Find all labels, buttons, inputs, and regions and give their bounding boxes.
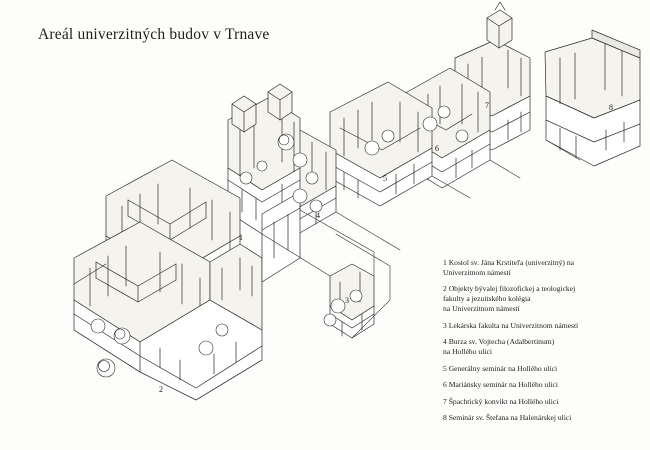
legend-item-1-line-1: 1 Kostol sv. Jána Krstiteľa (univerzitný) na <box>443 258 575 267</box>
map-label-7: 7 <box>485 101 489 110</box>
legend-item-3 <box>443 321 639 331</box>
legend-item-6-line-1: 6 Mariánsky seminár na Hollého ulici <box>443 380 558 390</box>
legend-item-2-line-2: fakulty a jezuitského kolégia <box>443 294 531 304</box>
map-label-5: 5 <box>383 174 387 183</box>
legend-item-8 <box>443 413 639 423</box>
legend-item-6 <box>443 380 639 390</box>
legend-item-4 <box>443 337 639 357</box>
legend-item-1 <box>443 258 639 278</box>
legend-item-8-line-1: 8 Seminár sv. Štefana na Halenárskej ulici <box>443 412 572 422</box>
legend-item-1-line-2: Univerzitnom námestí <box>443 268 511 278</box>
legend-item-7-line-1: 7 Špachtický konvikt na Hollého ulici <box>443 396 559 406</box>
building-8 <box>545 30 640 166</box>
legend-item-2-line-1: 2 Objekty bývalej filozofickej a teologickej <box>443 284 576 294</box>
map-label-3: 3 <box>345 296 349 305</box>
legend-item-4-line-1: 4 Burza sv. Vojtecha (Adalbertinum) <box>443 337 555 347</box>
legend-item-4-line-2: na Hollého ulici <box>443 347 492 357</box>
legend-item-5-line-1: 5 Generálny seminár na Hollého ulici <box>443 363 558 373</box>
legend-item-7 <box>443 397 639 407</box>
legend <box>443 258 639 429</box>
legend-item-2-line-3: na Univerzitnom námestí <box>443 304 520 314</box>
legend-item-5 <box>443 364 639 374</box>
page-title: Areál univerzitných budov v Trnave <box>38 26 270 43</box>
map-label-4: 4 <box>316 211 320 220</box>
map-label-8: 8 <box>609 103 613 112</box>
building-5 <box>330 82 432 206</box>
map-label-2: 2 <box>159 385 163 394</box>
legend-item-3-line-1: 3 Lekárska fakulta na Univerzitnom námestí <box>443 320 579 330</box>
map-label-6: 6 <box>435 144 439 153</box>
map-label-1: 1 <box>239 233 243 242</box>
legend-item-2 <box>443 284 639 314</box>
